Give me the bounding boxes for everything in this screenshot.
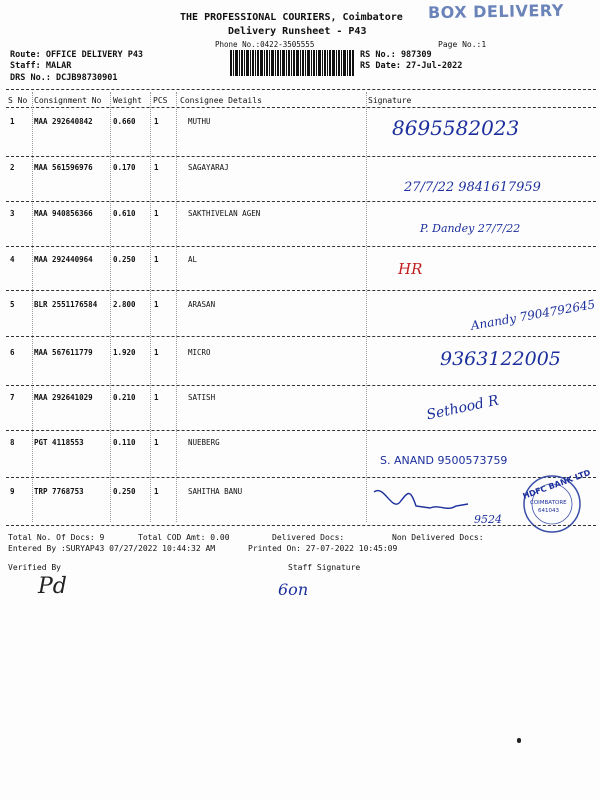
row-sno: 5 bbox=[10, 300, 15, 309]
signature-9: 9524 bbox=[474, 513, 502, 526]
col-consignment: Consignment No bbox=[34, 96, 102, 105]
row-weight: 0.110 bbox=[113, 438, 136, 447]
row-pcs: 1 bbox=[154, 393, 159, 402]
row-divider bbox=[6, 201, 596, 202]
row-divider bbox=[6, 156, 596, 157]
row-consignment: PGT 4118553 bbox=[34, 438, 84, 447]
row-consignee: MICRO bbox=[188, 348, 211, 357]
signature-6: 9363122005 bbox=[440, 348, 561, 370]
row-consignee: MUTHU bbox=[188, 117, 211, 126]
entered-by: Entered By :SURYAP43 07/27/2022 10:44:32 AM bbox=[8, 544, 216, 553]
row-weight: 1.920 bbox=[113, 348, 136, 357]
row-divider bbox=[6, 246, 596, 247]
row-weight: 2.800 bbox=[113, 300, 136, 309]
col-pcs: PCS bbox=[153, 96, 168, 105]
row-weight: 0.660 bbox=[113, 117, 136, 126]
bank-stamp-name: HDFC BANK LTD bbox=[521, 468, 592, 501]
rs-number: RS No.: 987309 bbox=[360, 50, 432, 60]
scan-speck bbox=[517, 738, 521, 743]
row-pcs: 1 bbox=[154, 117, 159, 126]
row-sno: 2 bbox=[10, 163, 15, 172]
row-divider bbox=[6, 477, 596, 478]
row-consignment: TRP 7768753 bbox=[34, 487, 84, 496]
row-pcs: 1 bbox=[154, 348, 159, 357]
row-consignment: MAA 561596976 bbox=[34, 163, 93, 172]
row-weight: 0.250 bbox=[113, 487, 136, 496]
row-consignee: NUEBERG bbox=[188, 438, 220, 447]
row-pcs: 1 bbox=[154, 163, 159, 172]
table-bottom-rule bbox=[6, 525, 596, 526]
row-pcs: 1 bbox=[154, 438, 159, 447]
row-consignment: MAA 292440964 bbox=[34, 255, 93, 264]
row-divider bbox=[6, 430, 596, 431]
row-divider bbox=[6, 385, 596, 386]
verified-by-label: Verified By bbox=[8, 563, 61, 572]
total-docs: Total No. Of Docs: 9 bbox=[8, 533, 105, 542]
col-sno: S No bbox=[8, 96, 28, 105]
row-pcs: 1 bbox=[154, 255, 159, 264]
signature-5: Anandy 7904792645 bbox=[469, 297, 597, 333]
row-weight: 0.250 bbox=[113, 255, 136, 264]
signature-3: P. Dandey 27/7/22 bbox=[420, 222, 521, 235]
row-divider bbox=[6, 290, 596, 291]
row-sno: 3 bbox=[10, 209, 15, 218]
drs-number: DRS No.: DCJB98730901 bbox=[10, 73, 118, 83]
header-top-rule bbox=[6, 89, 596, 90]
row-sno: 7 bbox=[10, 393, 15, 402]
row-divider bbox=[6, 336, 596, 337]
row-weight: 0.610 bbox=[113, 209, 136, 218]
signature-7: Sethood R bbox=[425, 392, 501, 424]
col-weight: Weight bbox=[113, 96, 142, 105]
row-sno: 6 bbox=[10, 348, 15, 357]
row-consignment: BLR 2551176584 bbox=[34, 300, 98, 309]
row-weight: 0.170 bbox=[113, 163, 136, 172]
row-sno: 4 bbox=[10, 255, 15, 264]
staff: Staff: MALAR bbox=[10, 61, 72, 71]
row-consignment: MAA 292640842 bbox=[34, 117, 93, 126]
staff-signature-label: Staff Signature bbox=[288, 563, 361, 572]
rs-date: RS Date: 27-Jul-2022 bbox=[360, 61, 463, 71]
page-number: Page No.:1 bbox=[438, 40, 487, 49]
row-sno: 1 bbox=[10, 117, 15, 126]
barcode bbox=[230, 50, 354, 76]
bank-stamp-city: COIMBATORE bbox=[530, 500, 567, 506]
route: Route: OFFICE DELIVERY P43 bbox=[10, 50, 144, 60]
row-weight: 0.210 bbox=[113, 393, 136, 402]
phone-number: Phone No.:0422-3505555 bbox=[215, 40, 315, 49]
col-signature: Signature bbox=[368, 96, 412, 105]
company-name: THE PROFESSIONAL COURIERS, Coimbatore bbox=[180, 12, 403, 23]
delivered-docs: Delivered Docs: bbox=[272, 533, 345, 542]
signature-2: 27/7/22 9841617959 bbox=[404, 180, 541, 195]
row-consignment: MAA 567611779 bbox=[34, 348, 93, 357]
row-consignee: SAHITHA BANU bbox=[188, 487, 243, 496]
signature-4: HR bbox=[398, 260, 423, 278]
box-delivery-stamp: BOX DELIVERY bbox=[427, 0, 564, 23]
row-pcs: 1 bbox=[154, 300, 159, 309]
header-bottom-rule bbox=[6, 107, 596, 108]
row-sno: 9 bbox=[10, 487, 15, 496]
col-consignee: Consignee Details bbox=[180, 96, 262, 105]
row-consignee: AL bbox=[188, 255, 198, 264]
verified-signature: Pd bbox=[38, 574, 67, 599]
row-consignee: SATISH bbox=[188, 393, 216, 402]
total-cod: Total COD Amt: 0.00 bbox=[138, 533, 230, 542]
runsheet-title: Delivery Runsheet - P43 bbox=[228, 26, 367, 37]
signature-8: S. ANAND 9500573759 bbox=[380, 454, 508, 467]
staff-signature: 6on bbox=[278, 580, 309, 599]
row-sno: 8 bbox=[10, 438, 15, 447]
row-pcs: 1 bbox=[154, 487, 159, 496]
row-pcs: 1 bbox=[154, 209, 159, 218]
row-consignee: ARASAN bbox=[188, 300, 216, 309]
non-delivered-docs: Non Delivered Docs: bbox=[392, 533, 484, 542]
row-consignee: SAKTHIVELAN AGEN bbox=[188, 209, 261, 218]
bank-stamp-pin: 641043 bbox=[538, 508, 559, 514]
row-consignee: SAGAYARAJ bbox=[188, 163, 229, 172]
row-consignment: MAA 940856366 bbox=[34, 209, 93, 218]
signature-1: 8695582023 bbox=[392, 116, 520, 140]
printed-on: Printed On: 27-07-2022 10:45:09 bbox=[248, 544, 398, 553]
row-consignment: MAA 292641029 bbox=[34, 393, 93, 402]
